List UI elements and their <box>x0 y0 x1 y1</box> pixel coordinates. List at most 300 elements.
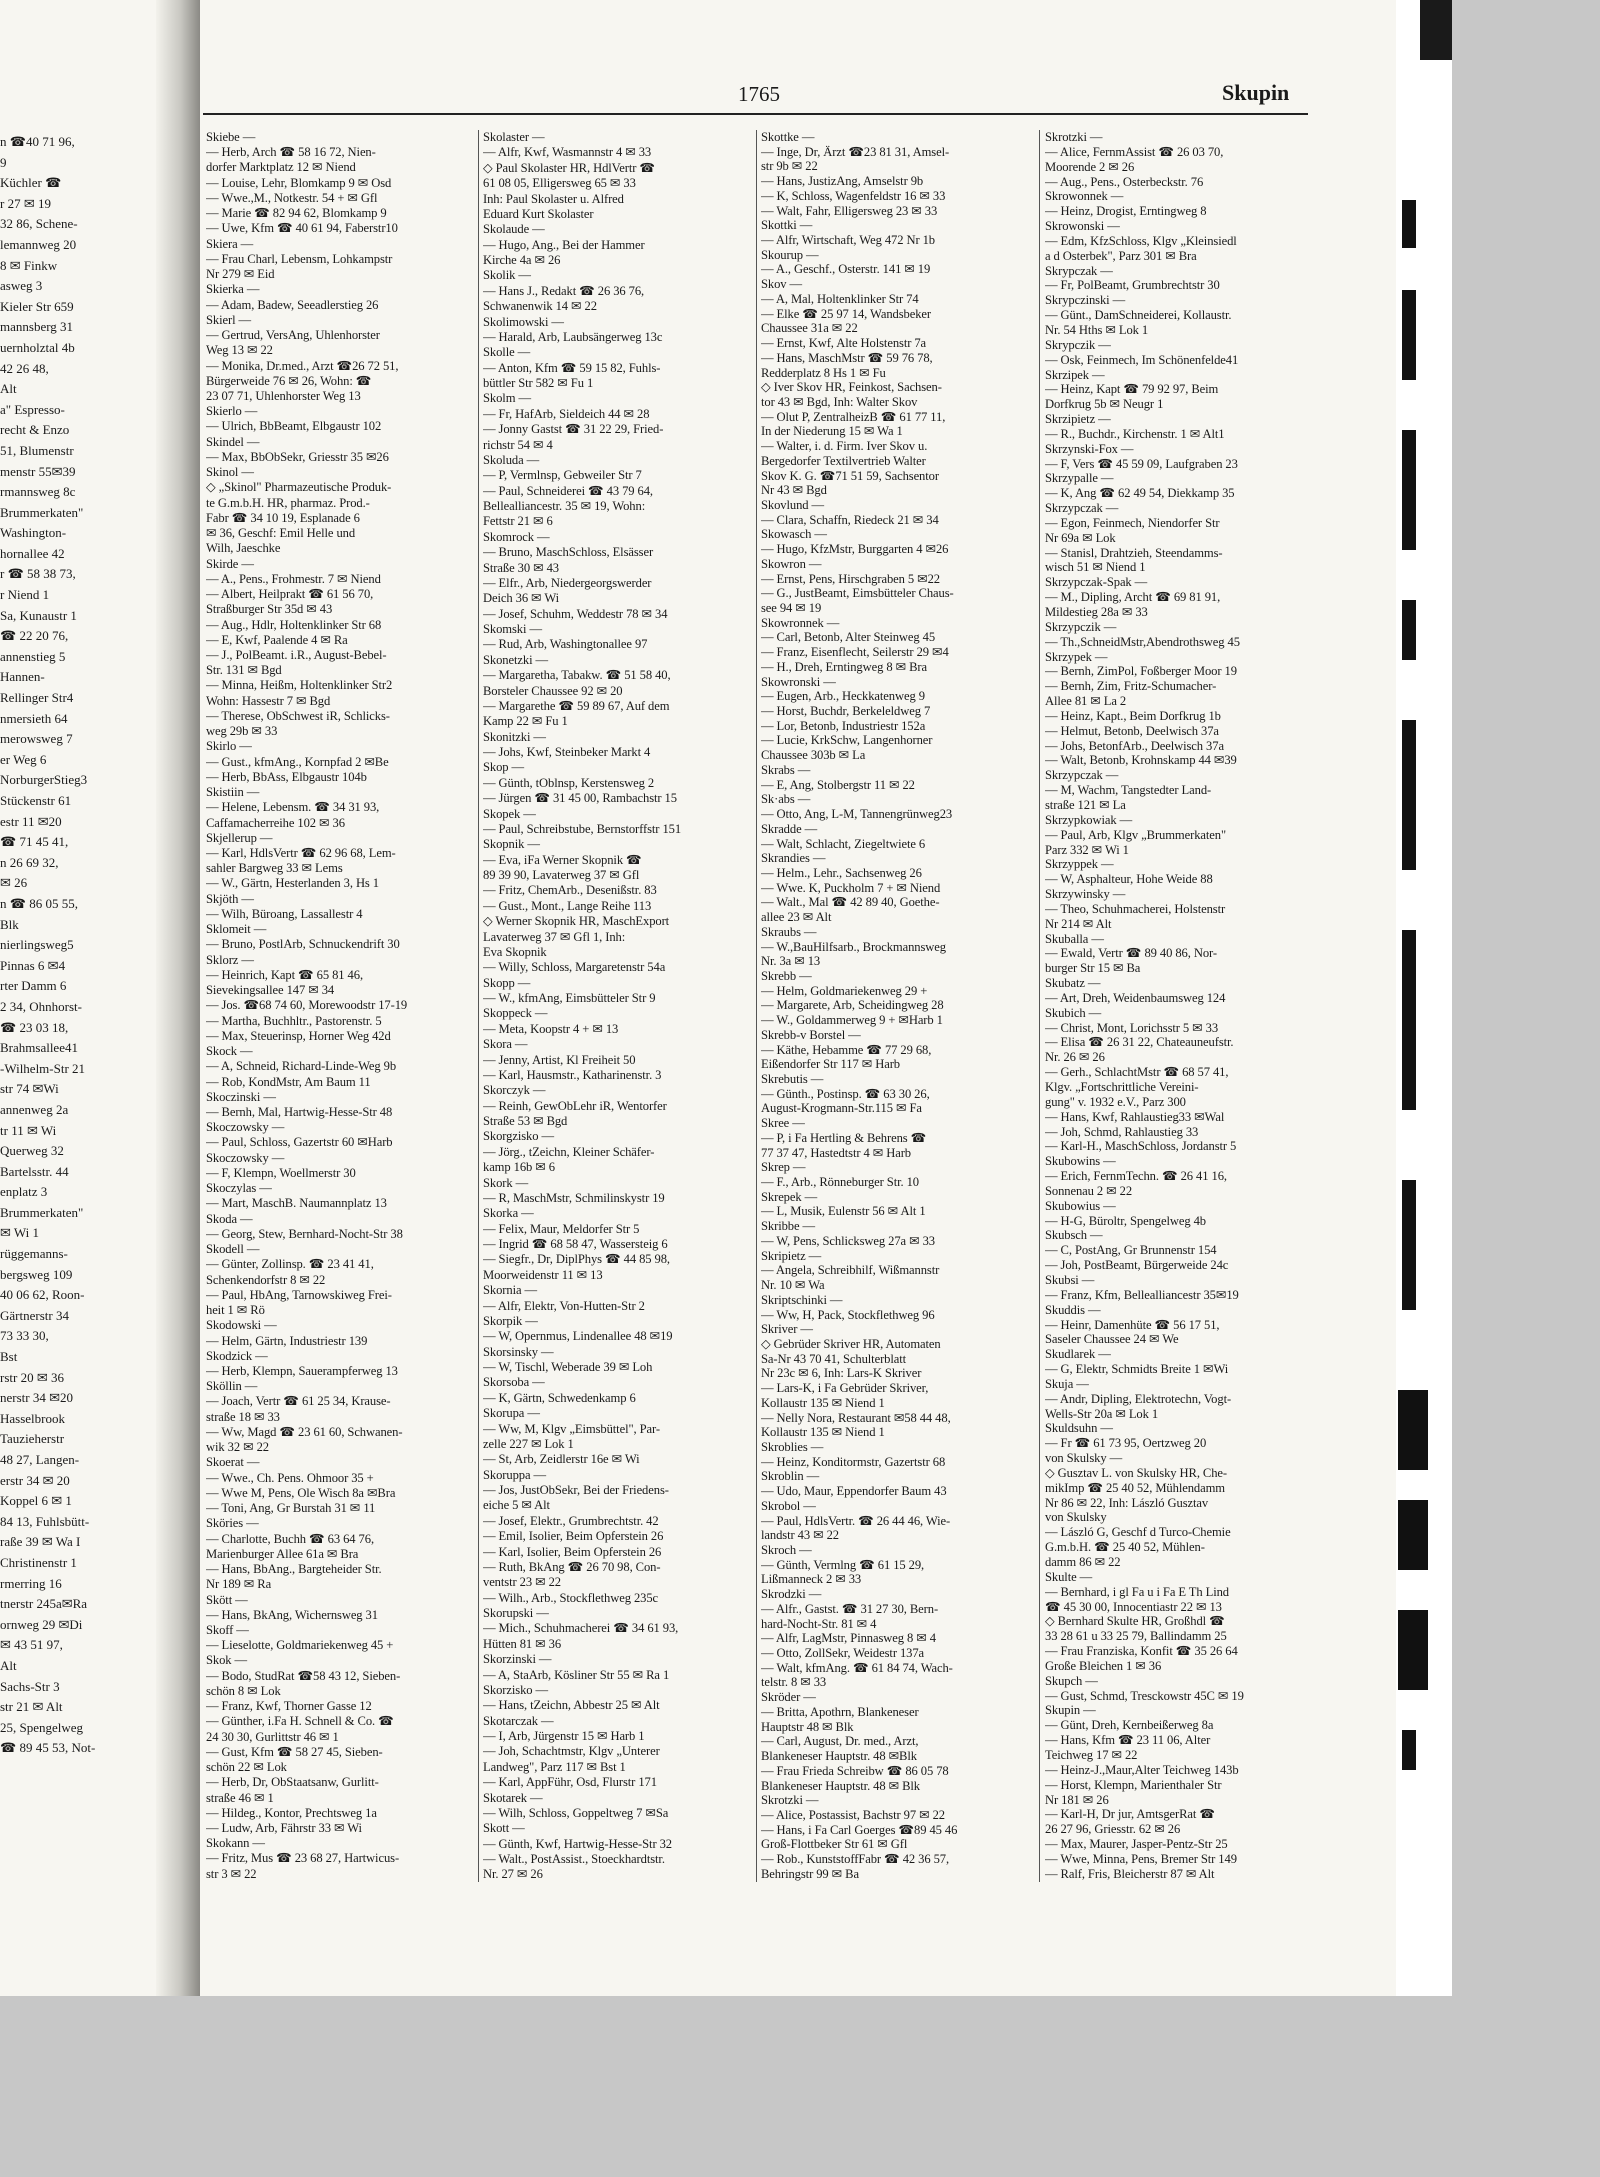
directory-entry-line: Skop — <box>483 760 525 775</box>
directory-entry-line: hard-Nocht-Str. 81 ✉ 4 <box>761 1616 877 1631</box>
directory-entry-line: heit 1 ✉ Rö <box>206 1303 265 1318</box>
fragment-line: enplatz 3 <box>0 1184 48 1200</box>
directory-entry-line: Skoczowsky — <box>206 1120 285 1135</box>
directory-entry-line: — Wwe, Minna, Pens, Bremer Str 149 <box>1045 1851 1237 1866</box>
fragment-line: tr 11 ✉ Wi <box>0 1122 57 1138</box>
directory-entry-line: — Franz, Kfm, Bellealliancestr 35✉19 <box>1045 1287 1239 1302</box>
directory-entry-line: Skora — <box>483 1037 528 1052</box>
directory-entry-line: Skudlarek — <box>1045 1347 1111 1362</box>
directory-entry-line: Sievekingsallee 147 ✉ 34 <box>206 983 335 998</box>
directory-entry-line: Allee 81 ✉ La 2 <box>1045 694 1127 709</box>
directory-entry-line: Skubsi — <box>1045 1272 1095 1287</box>
directory-entry-line: Skolimowski — <box>483 314 564 329</box>
directory-entry-line: — Günther, i.Fa H. Schnell & Co. ☎ <box>206 1714 394 1729</box>
directory-entry-line: — Alfr, Wirtschaft, Weg 472 Nr 1b <box>761 233 935 248</box>
directory-entry-line: Redderplatz 8 Hs 1 ✉ Fu <box>761 365 886 380</box>
directory-entry-line: — Horst, Klempn, Marienthaler Str <box>1045 1777 1222 1792</box>
directory-entry-line: 61 08 05, Elligersweg 65 ✉ 33 <box>483 176 636 191</box>
directory-entry-line: Inh: Paul Skolaster u. Alfred <box>483 191 624 206</box>
directory-entry-line: allee 23 ✉ Alt <box>761 910 832 925</box>
fragment-line: NorburgerStieg3 <box>0 772 88 788</box>
directory-entry-line: Skorpik — <box>483 1313 538 1328</box>
directory-entry-line: 24 30 30, Gurlittstr 46 ✉ 1 <box>206 1729 339 1744</box>
directory-entry-line: — Bodo, StudRat ☎58 43 12, Sieben- <box>206 1668 401 1683</box>
directory-entry-line: Skroblin — <box>761 1469 820 1484</box>
directory-entry-line: Skotarczak — <box>483 1713 554 1728</box>
fragment-line: -Wilhelm-Str 21 <box>0 1060 86 1076</box>
fragment-line: Brummerkaten" <box>0 504 84 520</box>
directory-entry-line: Eißendorfer Str 117 ✉ Harb <box>761 1057 900 1072</box>
directory-entry-line: Skriptschinki — <box>761 1292 843 1307</box>
directory-entry-line: Skrebb — <box>761 968 812 983</box>
directory-entry-line: — Joh, PostBeamt, Bürgerweide 24c <box>1045 1258 1229 1273</box>
directory-entry-line: — Gust, Schmd, Tresckowstr 45C ✉ 19 <box>1045 1688 1244 1703</box>
directory-entry-line: — M, Wachm, Tangstedter Land- <box>1045 783 1212 798</box>
directory-entry-line: wik 32 ✉ 22 <box>206 1440 269 1455</box>
directory-entry-line: Skornia — <box>483 1283 538 1298</box>
edge-mark <box>1398 1390 1428 1470</box>
scanner-background-right <box>1452 0 1600 2177</box>
directory-entry-line: — Horst, Buchdr, Berkeleldweg 7 <box>761 704 931 719</box>
directory-entry-line: Skoczylas — <box>206 1181 272 1196</box>
directory-entry-line: straße 121 ✉ La <box>1045 797 1126 812</box>
fragment-line: rstr 20 ✉ 36 <box>0 1369 64 1385</box>
directory-entry-line: — Hans, JustizAng, Amselstr 9b <box>761 174 924 189</box>
directory-entry-line: Skirde — <box>206 556 254 571</box>
scanner-background-bottom <box>0 1996 1600 2177</box>
directory-entry-line: str 3 ✉ 22 <box>206 1866 257 1881</box>
directory-entry-line: Klgv. „Fortschrittliche Vereini- <box>1045 1080 1199 1094</box>
directory-entry-line: Landweg", Parz 117 ✉ Bst 1 <box>483 1759 626 1774</box>
directory-entry-line: Skubowius — <box>1045 1198 1116 1213</box>
directory-entry-line: Nr. 54 Hths ✉ Lok 1 <box>1045 322 1149 337</box>
directory-entry-line: — Hans, MaschMstr ☎ 59 76 78, <box>761 350 933 365</box>
directory-entry-line: — Siegfr., Dr, DiplPhys ☎ 44 85 98, <box>483 1252 670 1267</box>
directory-entry-line: Skrebb-v Borstel — <box>761 1027 861 1042</box>
directory-entry-line: Skorka — <box>483 1206 534 1221</box>
fragment-line: ☎ 71 45 41, <box>0 834 69 850</box>
directory-entry-line: Skolik — <box>483 268 531 283</box>
directory-entry-line: str 9b ✉ 22 <box>761 159 818 174</box>
directory-entry-line: — Frau Charl, Lebensm, Lohkampstr <box>206 251 393 266</box>
directory-entry-line: — Otto, Ang, L-M, Tannengrünweg23 <box>761 807 953 822</box>
directory-entry-line: — Jürgen ☎ 31 45 00, Rambachstr 15 <box>483 791 677 806</box>
directory-entry-line: — Günt., DamSchneiderei, Kollaustr. <box>1045 308 1232 323</box>
directory-entry-line: Skrypczak — <box>1045 263 1113 278</box>
directory-entry-line: — Ww, Magd ☎ 23 61 60, Schwanen- <box>206 1424 403 1439</box>
directory-entry-line: von Skulsky <box>1045 1510 1107 1525</box>
directory-entry-line: — Margarethe ☎ 59 89 67, Auf dem <box>483 698 670 713</box>
directory-entry-line: Skierka — <box>206 282 260 297</box>
directory-entry-line: Skrodzki — <box>761 1587 822 1602</box>
directory-entry-line: Skowronski — <box>761 674 836 689</box>
directory-entry-line: — Bruno, PostlArb, Schnuckendrift 30 <box>206 937 400 952</box>
directory-entry-line: Skodowski — <box>206 1318 277 1333</box>
directory-entry-line: Dorfkrug 5b ✉ Neugr 1 <box>1045 397 1164 412</box>
directory-entry-line: wisch 51 ✉ Niend 1 <box>1045 560 1146 575</box>
directory-entry-line: Skotarek — <box>483 1790 543 1805</box>
directory-entry-line: — Paul, Schneiderei ☎ 43 79 64, <box>483 483 653 498</box>
directory-entry-line: Sklomeit — <box>206 922 267 937</box>
directory-entry-line: — Ernst, Pens, Hirschgraben 5 ✉22 <box>761 571 940 586</box>
directory-entry-line: dorfer Marktplatz 12 ✉ Niend <box>206 160 356 175</box>
directory-entry-line: Skork — <box>483 1175 529 1190</box>
directory-entry-line: Skrzypczak — <box>1045 501 1119 516</box>
directory-entry-line: 33 28 61 u 33 25 79, Ballindamm 25 <box>1045 1629 1227 1644</box>
directory-entry-line: — Margaretha, Tabakw. ☎ 51 58 40, <box>483 668 671 683</box>
directory-entry-line: — Joh, Schmd, Rahlaustieg 33 <box>1045 1124 1199 1139</box>
directory-entry-line: Skrzypek — <box>1045 649 1108 664</box>
directory-entry-line: Skubowins — <box>1045 1154 1116 1169</box>
directory-entry-line: — Käthe, Hebamme ☎ 77 29 68, <box>761 1042 932 1057</box>
directory-entry-line: — Aug., Hdlr, Holtenklinker Str 68 <box>206 617 382 632</box>
fragment-line: Christinenstr 1 <box>0 1554 77 1570</box>
fragment-line: n ☎40 71 96, <box>0 134 75 149</box>
directory-entry-line: — Joh, Schachtmstr, Klgv „Unterer <box>483 1744 660 1759</box>
directory-entry-line: Wilh, Jaeschke <box>206 541 281 556</box>
directory-entry-line: — A., Geschf., Osterstr. 141 ✉ 19 <box>761 262 931 277</box>
directory-entry-line: — Minna, Heißm, Holtenklinker Str2 <box>206 678 393 693</box>
directory-entry-line: a d Osterbek", Parz 301 ✉ Bra <box>1045 248 1197 263</box>
directory-entry-line: Skrowonnek — <box>1045 189 1124 204</box>
directory-entry-line: — G, Elektr, Schmidts Breite 1 ✉Wi <box>1045 1362 1229 1377</box>
directory-entry-line: Fabr ☎ 34 10 19, Esplanade 6 <box>206 510 360 525</box>
directory-entry-line: — Egon, Feinmech, Niendorfer Str <box>1045 515 1220 530</box>
directory-entry-line: Sk·abs — <box>761 792 811 807</box>
directory-entry-line: ◇ Gebrüder Skriver HR, Automaten <box>761 1336 941 1351</box>
directory-entry-line: Nr 189 ✉ Ra <box>206 1577 272 1592</box>
directory-entry-line: Nr. 27 ✉ 26 <box>483 1867 543 1882</box>
directory-entry-line: — Art, Dreh, Weidenbaumsweg 124 <box>1045 990 1226 1005</box>
directory-entry-line: Kirche 4a ✉ 26 <box>483 253 561 267</box>
directory-entry-line: — Jos. ☎68 74 60, Morewoodstr 17-19 <box>206 998 408 1013</box>
directory-entry-line: — Monika, Dr.med., Arzt ☎26 72 51, <box>206 358 399 373</box>
directory-entry-line: — László G, Geschf d Turco-Chemie <box>1045 1525 1231 1540</box>
fragment-line: str 21 ✉ Alt <box>0 1699 63 1715</box>
directory-entry-line: — A, Mal, Holtenklinker Str 74 <box>761 291 919 306</box>
directory-entry-line: Saseler Chaussee 24 ✉ We <box>1045 1332 1179 1347</box>
directory-entry-line: — Jonny Gastst ☎ 31 22 29, Fried- <box>483 422 664 437</box>
directory-entry-line: — Lieselotte, Goldmariekenweg 45 + <box>206 1638 394 1653</box>
directory-entry-line: Skrzipek — <box>1045 367 1105 382</box>
directory-entry-line: — Josef, Elektr., Grumbrechtstr. 42 <box>483 1513 659 1528</box>
directory-entry-line: straße 46 ✉ 1 <box>206 1790 274 1805</box>
directory-entry-line: — Udo, Maur, Eppendorfer Baum 43 <box>761 1484 947 1499</box>
directory-entry-line: — Ewald, Vertr ☎ 89 40 86, Nor- <box>1045 946 1217 961</box>
directory-entry-line: Kamp 22 ✉ Fu 1 <box>483 714 568 729</box>
directory-entry-line: — Heinz, Kapt., Beim Dorfkrug 1b <box>1045 708 1221 723</box>
fragment-line: Hannen- <box>0 669 45 685</box>
fragment-line: uernholztal 4b <box>0 339 75 355</box>
fragment-line: 51, Blumenstr <box>0 442 74 458</box>
directory-entry-line: Skoda — <box>206 1211 253 1226</box>
directory-entry-line: — Therese, ObSchwest iR, Schlicks- <box>206 708 390 723</box>
directory-entry-line: — Martha, Buchhltr., Pastorenstr. 5 <box>206 1013 382 1028</box>
directory-entry-line: — Carl, August, Dr. med., Arzt, <box>761 1734 919 1749</box>
directory-entry-line: Skodell — <box>206 1242 260 1257</box>
directory-entry-line: Nr. 10 ✉ Wa <box>761 1278 825 1293</box>
fragment-line: r ☎ 58 38 73, <box>0 566 76 582</box>
directory-entry-line: — W., Gärtn, Hesterlanden 3, Hs 1 <box>206 876 379 891</box>
directory-entry-line: Skoppeck — <box>483 1006 548 1021</box>
directory-entry-line: — Karl, Isolier, Beim Opferstein 26 <box>483 1544 662 1559</box>
directory-entry-line: ◇ Gusztav L. von Skulsky HR, Che- <box>1045 1465 1227 1480</box>
directory-entry-line: eiche 5 ✉ Alt <box>483 1498 550 1513</box>
directory-entry-line: Straße 53 ✉ Bgd <box>483 1114 568 1128</box>
directory-entry-line: — Heinz-J.,Maur,Alter Teichweg 143b <box>1045 1762 1239 1777</box>
directory-entry-line: gung" v. 1932 e.V., Parz 300 <box>1045 1094 1186 1109</box>
directory-entry-line: Sköries — <box>206 1516 259 1531</box>
directory-entry-line: tor 43 ✉ Bgd, Inh: Walter Skov <box>761 394 918 409</box>
directory-entry-line: — Joach, Vertr ☎ 61 25 34, Krause- <box>206 1394 391 1409</box>
directory-entry-line: Skowasch — <box>761 527 827 542</box>
directory-entry-line: — Toni, Ang, Gr Burstah 31 ✉ 11 <box>206 1501 376 1516</box>
directory-entry-line: — Helm, Gärtn, Industriestr 139 <box>206 1333 368 1348</box>
directory-entry-line: Skolle — <box>483 345 531 360</box>
directory-entry-line: — Andr, Dipling, Elektrotechn, Vogt- <box>1045 1391 1232 1406</box>
directory-entry-line: Blankeneser Hauptstr. 48 ✉ Blk <box>761 1778 921 1793</box>
directory-entry-line: — Christ, Mont, Lorichsstr 5 ✉ 33 <box>1045 1020 1219 1035</box>
directory-entry-line: — Anton, Kfm ☎ 59 15 82, Fuhls- <box>483 360 661 375</box>
fragment-line: Querweg 32 <box>0 1143 64 1159</box>
directory-entry-line: — Fr, PolBeamt, Grumbrechtstr 30 <box>1045 278 1220 293</box>
directory-entry-line: Skourup — <box>761 247 819 262</box>
binding-gutter <box>156 0 200 1996</box>
fragment-line: annenstieg 5 <box>0 648 66 664</box>
directory-entry-line: Skowron — <box>761 556 822 571</box>
directory-entry-line: — Karl, Hausmstr., Katharinenstr. 3 <box>483 1067 662 1082</box>
directory-entry-line: — W., Goldammerweg 9 + ✉Harb 1 <box>761 1013 943 1028</box>
directory-entry-line: Skorupa — <box>483 1406 540 1421</box>
fragment-line: menstr 55✉39 <box>0 463 76 479</box>
directory-entry-line: Kollaustr 135 ✉ Niend 1 <box>761 1425 885 1440</box>
directory-entry-line: — Eugen, Arb., Heckkatenweg 9 <box>761 689 925 704</box>
fragment-line: Alt <box>0 1657 17 1673</box>
edge-mark <box>1398 1500 1428 1570</box>
directory-entry-line: Skott — <box>483 1821 525 1836</box>
directory-entry-line: Skrzyppek — <box>1045 857 1114 872</box>
directory-entry-line: — Britta, Apothrn, Blankeneser <box>761 1704 919 1719</box>
fragment-line: 25, Spengelweg <box>0 1719 84 1735</box>
scan-edge-marks <box>1396 0 1452 1996</box>
directory-entry-line: Sa-Nr 43 70 41, Schulterblatt <box>761 1351 907 1366</box>
edge-mark <box>1402 290 1416 380</box>
directory-entry-line: damm 86 ✉ 22 <box>1045 1555 1121 1569</box>
directory-column-3 <box>761 130 1023 1882</box>
directory-entry-line: Skribbe — <box>761 1219 816 1234</box>
directory-entry-line: ✉ 36, Geschf: Emil Helle und <box>206 526 356 541</box>
directory-entry-line: — Günter, Zollinsp. ☎ 23 41 41, <box>206 1257 374 1272</box>
directory-entry-line: — Karl-H, Dr jur, AmtsgerRat ☎ <box>1045 1807 1215 1822</box>
directory-entry-line: — Gertrud, VersAng, Uhlenhorster <box>206 328 380 343</box>
directory-entry-line: — L, Musik, Eulenstr 56 ✉ Alt 1 <box>761 1204 926 1219</box>
directory-entry-line: — Wilh., Arb., Stockflethweg 235c <box>483 1590 659 1605</box>
directory-entry-line: — Alfr., Gastst. ☎ 31 27 30, Bern- <box>761 1601 939 1616</box>
directory-entry-line: — Johs, Kwf, Steinbeker Markt 4 <box>483 745 651 759</box>
directory-entry-line: — Charlotte, Buchh ☎ 63 64 76, <box>206 1531 374 1546</box>
directory-entry-line: — Osk, Feinmech, Im Schönenfelde41 <box>1045 352 1239 367</box>
directory-entry-line: Blankeneser Hauptstr. 48 ✉Blk <box>761 1749 917 1764</box>
directory-entry-line: telstr. 8 ✉ 33 <box>761 1675 827 1690</box>
fragment-line: r Niend 1 <box>0 587 50 603</box>
directory-entry-line: — Hans, i Fa Carl Goerges ☎89 45 46 <box>761 1822 958 1837</box>
fragment-line: ✉ Wi 1 <box>0 1225 40 1241</box>
fragment-line: ☎ 23 03 18, <box>0 1019 69 1035</box>
directory-entry-line: Sonnenau 2 ✉ 22 <box>1045 1183 1133 1198</box>
directory-entry-line: 77 37 47, Hastedtstr 4 ✉ Harb <box>761 1145 912 1160</box>
directory-entry-line: — St, Arb, Zeidlerstr 16e ✉ Wi <box>483 1452 640 1467</box>
directory-entry-line: — Aug., Pens., Osterbeckstr. 76 <box>1045 174 1204 189</box>
directory-entry-line: Skorzisko — <box>483 1682 549 1697</box>
directory-entry-line: — Günth, tOblnsp, Kerstensweg 2 <box>483 775 655 790</box>
directory-entry-line: — Karl, AppFühr, Osd, Flurstr 171 <box>483 1775 657 1790</box>
directory-entry-line: — W.,BauHilfsarb., Brockmannsweg <box>761 939 946 954</box>
directory-entry-line: Skriver — <box>761 1322 813 1337</box>
directory-entry-line: Skolm — <box>483 391 531 406</box>
directory-entry-line: Skraubs — <box>761 924 817 939</box>
directory-entry-line: Bellealliancestr. 35 ✉ 19, Wohn: <box>483 499 646 513</box>
directory-entry-line: — C, PostAng, Gr Brunnenstr 154 <box>1045 1243 1217 1258</box>
fragment-line: hornallee 42 <box>0 545 65 561</box>
directory-entry-line: — Heinz, Konditormstr, Gazertstr 68 <box>761 1454 946 1469</box>
directory-entry-line: — Elfr., Arb, Niedergeorgswerder <box>483 575 652 590</box>
fragment-line: n 26 69 32, <box>0 854 59 870</box>
directory-entry-line: — W, Pens, Schlicksweg 27a ✉ 33 <box>761 1233 935 1248</box>
directory-entry-line: — K, Gärtn, Schwedenkamp 6 <box>483 1390 636 1405</box>
directory-entry-line: — M., Dipling, Archt ☎ 69 81 91, <box>1045 590 1221 605</box>
directory-entry-line: te G.m.b.H. HR, pharmaz. Prod.- <box>206 495 370 510</box>
directory-entry-line: Wohn: Hassestr 7 ✉ Bgd <box>206 693 331 708</box>
directory-entry-line: — Wilh, Büroang, Lassallestr 4 <box>206 906 363 921</box>
edge-mark <box>1402 720 1416 870</box>
directory-entry-line: — Jos, JustObSekr, Bei der Friedens- <box>483 1483 669 1497</box>
directory-entry-line: Skinol — <box>206 465 254 480</box>
edge-mark <box>1402 200 1416 248</box>
previous-page-fragment <box>0 0 200 1996</box>
directory-entry-line: — Emil, Isolier, Beim Opferstein 26 <box>483 1529 664 1544</box>
directory-entry-line: ◇ Bernhard Skulte HR, Großhdl ☎ <box>1045 1614 1225 1629</box>
directory-entry-line: — E, Ang, Stolbergstr 11 ✉ 22 <box>761 777 915 792</box>
fragment-line: 9 <box>0 154 7 170</box>
directory-entry-line: — Gust., kfmAng., Kornpfad 2 ✉Be <box>206 754 389 769</box>
fragment-line: 84 13, Fuhlsbütt- <box>0 1513 90 1529</box>
fragment-line: Pinnas 6 ✉4 <box>0 957 66 973</box>
directory-entry-line: — Angela, Schreibhilf, Wißmannstr <box>761 1263 940 1278</box>
directory-entry-line: — Ruth, BkAng ☎ 26 70 98, Con- <box>483 1559 661 1574</box>
directory-entry-line: — Hans, Kfm ☎ 23 11 06, Alter <box>1045 1733 1211 1748</box>
directory-entry-line: schön 8 ✉ Lok <box>206 1683 281 1698</box>
directory-entry-line: Nr 69a ✉ Lok <box>1045 530 1116 545</box>
directory-entry-line: — Herb, BbAss, Elbgaustr 104b <box>206 769 367 784</box>
directory-entry-line: Skonitzki — <box>483 729 546 744</box>
directory-entry-line: Skrzypczak-Spak — <box>1045 575 1148 590</box>
directory-entry-line: — Heinz, Kapt ☎ 79 92 97, Beim <box>1045 382 1219 397</box>
directory-entry-line: Skrobol — <box>761 1498 816 1513</box>
directory-entry-line: — Jenny, Artist, Kl Freiheit 50 <box>483 1052 636 1067</box>
directory-entry-line: Nr. 26 ✉ 26 <box>1045 1050 1105 1065</box>
directory-entry-line: Nr. 3a ✉ 13 <box>761 954 821 969</box>
directory-entry-line: see 94 ✉ 19 <box>761 601 822 615</box>
directory-entry-line: — Ww, M, Klgv „Eimsbüttel", Par- <box>483 1421 660 1436</box>
directory-entry-line: Skrotzki — <box>1045 130 1103 144</box>
directory-entry-line: — Alice, Postassist, Bachstr 97 ✉ 22 <box>761 1807 945 1822</box>
directory-entry-line: — Fr ☎ 61 73 95, Oertzweg 20 <box>1045 1436 1207 1451</box>
directory-entry-line: — Helm, Goldmariekenweg 29 + <box>761 983 928 998</box>
directory-entry-line: Skött — <box>206 1592 248 1607</box>
directory-entry-line: Deich 36 ✉ Wi <box>483 591 560 606</box>
directory-entry-line: Skiebe — <box>206 130 256 144</box>
fragment-line: nerstr 34 ✉20 <box>0 1390 73 1406</box>
directory-entry-line: — Theo, Schuhmacherei, Holstenstr <box>1045 901 1226 916</box>
directory-entry-line: Eduard Kurt Skolaster <box>483 206 594 221</box>
fragment-line: estr 11 ✉20 <box>0 813 62 829</box>
directory-entry-line: — Wwe M, Pens, Ole Wisch 8a ✉Bra <box>206 1485 396 1500</box>
directory-entry-line: — Helene, Lebensm. ☎ 34 31 93, <box>206 800 380 815</box>
directory-entry-line: Skulte — <box>1045 1569 1093 1584</box>
fragment-line: nierlingsweg5 <box>0 937 74 953</box>
directory-entry-line: Skoruppa — <box>483 1467 547 1482</box>
directory-entry-line: Nr 43 ✉ Bgd <box>761 483 827 498</box>
fragment-line: Stückenstr 61 <box>0 793 72 808</box>
fragment-line: Washington- <box>0 525 67 541</box>
fragment-line: ✉ 26 <box>0 875 28 891</box>
directory-entry-line: — Elke ☎ 25 97 14, Wandsbeker <box>761 306 931 321</box>
directory-entry-line: — Fritz, ChemArb., Desenißstr. 83 <box>483 883 657 898</box>
fragment-line: ☎ 22 20 76, <box>0 628 69 644</box>
fragment-line: rmerring 16 <box>0 1575 62 1591</box>
fragment-line: r 27 ✉ 19 <box>0 195 51 211</box>
directory-entry-line: — Gust, Kfm ☎ 58 27 45, Sieben- <box>206 1744 383 1759</box>
directory-entry-line: Sköllin — <box>206 1379 258 1394</box>
directory-entry-line: Skirlo — <box>206 739 252 754</box>
directory-entry-line: — Otto, ZollSekr, Weidestr 137a <box>761 1646 925 1661</box>
fragment-line: 73 33 30, <box>0 1328 49 1344</box>
directory-entry-line: — Wwe. K, Puckholm 7 + ✉ Niend <box>761 880 941 895</box>
directory-entry-line: — Günth., Postinsp. ☎ 63 30 26, <box>761 1086 930 1101</box>
directory-entry-line: Mildestieg 28a ✉ 33 <box>1045 605 1148 619</box>
directory-entry-line: — Alfr, Elektr, Von-Hutten-Str 2 <box>483 1298 645 1313</box>
directory-entry-line: — Hans, BbAng., Bargteheider Str. <box>206 1562 382 1577</box>
directory-entry-line: — Frau Frieda Schreibw ☎ 86 05 78 <box>761 1763 949 1778</box>
fragment-line: Hasselbrook <box>0 1410 65 1426</box>
directory-entry-line: Skolaster — <box>483 130 545 144</box>
directory-entry-line: — Herb, Klempn, Sauerampferweg 13 <box>206 1363 398 1378</box>
directory-entry-line: — Nelly Nora, Restaurant ✉58 44 48, <box>761 1410 951 1425</box>
directory-entry-line: Skupch — <box>1045 1673 1098 1688</box>
directory-entry-line: Skubich — <box>1045 1005 1102 1020</box>
directory-entry-line: — Eva, iFa Werner Skopnik ☎ <box>483 852 642 867</box>
directory-entry-line: — Alfr, LagMstr, Pinnasweg 8 ✉ 4 <box>761 1631 936 1646</box>
fragment-line: annenweg 2a <box>0 1101 69 1117</box>
directory-entry-line: — Ludw, Arb, Fährstr 33 ✉ Wi <box>206 1821 362 1836</box>
directory-entry-line: — F., Arb., Rönneburger Str. 10 <box>761 1175 919 1190</box>
directory-entry-line: Skrzywinsky — <box>1045 887 1126 902</box>
directory-entry-line: — P, i Fa Hertling & Behrens ☎ <box>761 1130 927 1145</box>
directory-entry-line: von Skulsky — <box>1045 1451 1123 1466</box>
directory-entry-line: — W, Tischl, Weberade 39 ✉ Loh <box>483 1360 653 1374</box>
directory-entry-line: — Ernst, Kwf, Alte Holstenstr 7a <box>761 336 927 351</box>
directory-entry-line: Skrebutis — <box>761 1072 824 1086</box>
header-rule <box>203 113 1308 115</box>
directory-entry-line: — K, Ang ☎ 62 49 54, Diekkamp 35 <box>1045 486 1235 501</box>
directory-entry-line: Skrzypczik — <box>1045 619 1117 634</box>
column-divider <box>756 130 757 1882</box>
directory-entry-line: — Hans, tZeichn, Abbestr 25 ✉ Alt <box>483 1698 660 1713</box>
directory-entry-line: zelle 227 ✉ Lok 1 <box>483 1436 574 1451</box>
directory-entry-line: — F, Vers ☎ 45 59 09, Laufgraben 23 <box>1045 456 1238 471</box>
edge-mark <box>1402 1180 1416 1310</box>
directory-entry-line: — Mart, MaschB. Naumannplatz 13 <box>206 1196 387 1211</box>
